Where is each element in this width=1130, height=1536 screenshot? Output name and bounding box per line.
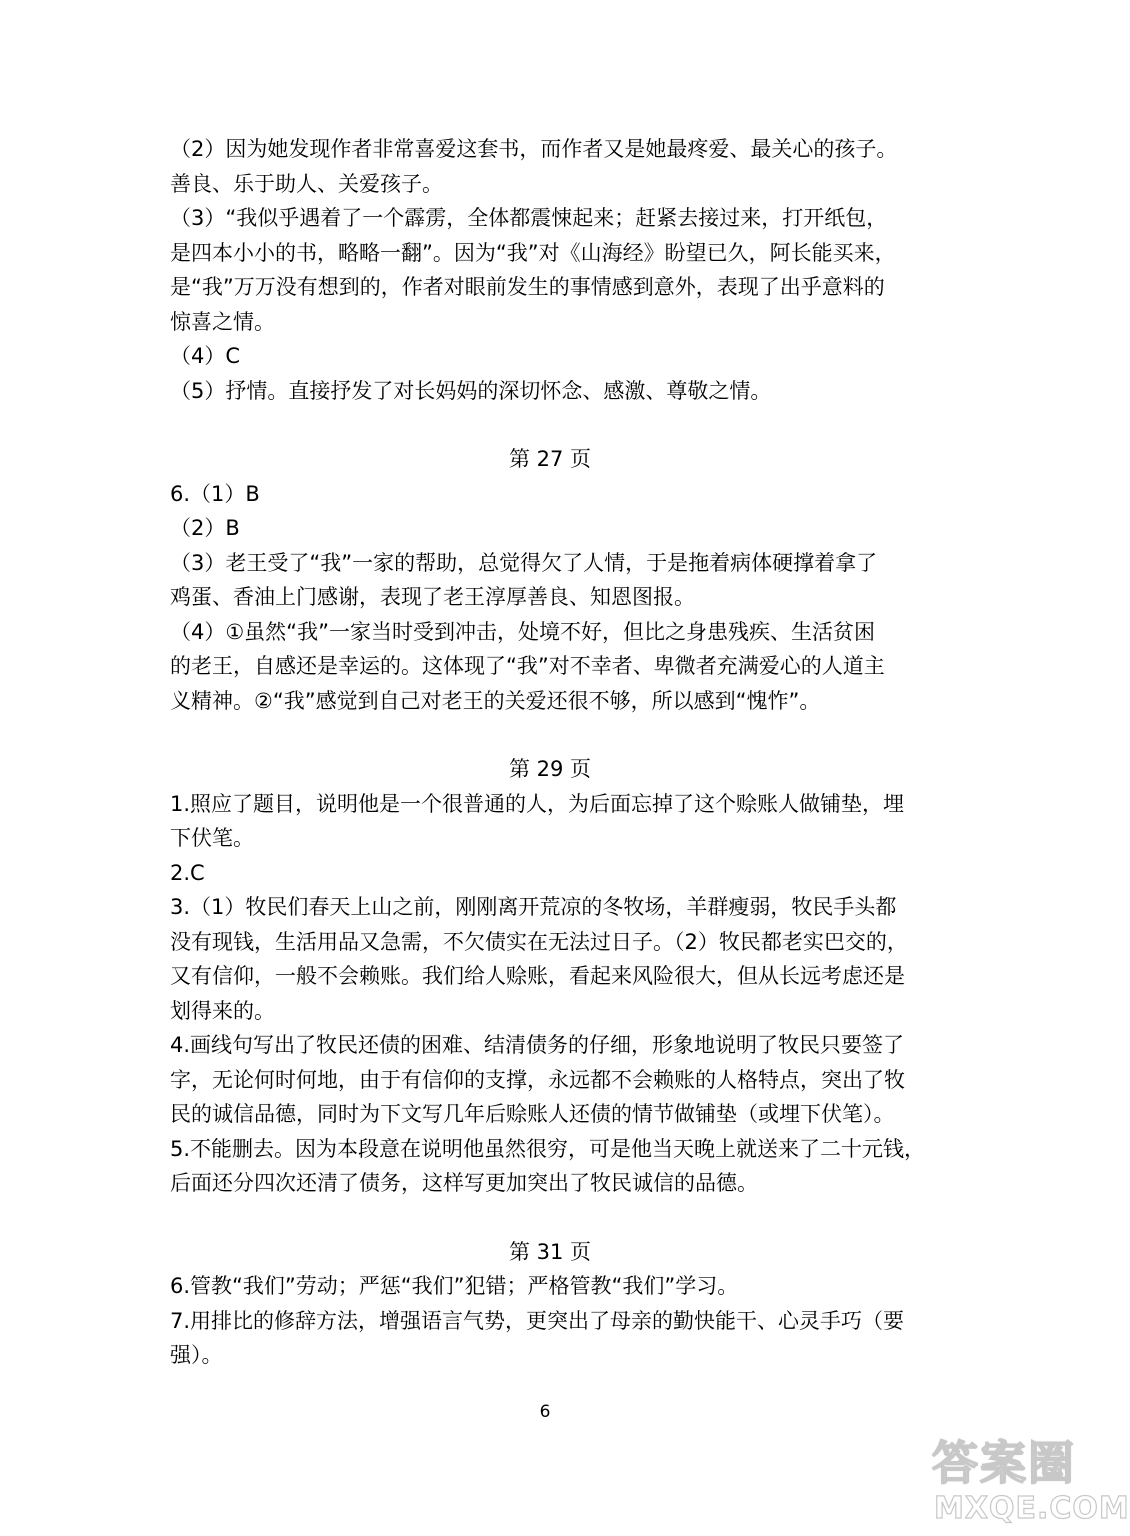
answer-content bbox=[170, 132, 930, 1373]
answer-line: 鸡蛋、香油上门感谢，表现了老王淳厚善良、知恩图报。 bbox=[170, 585, 695, 609]
answer-line: 善良、乐于助人、关爱孩子。 bbox=[170, 171, 443, 196]
answer-section bbox=[170, 1235, 930, 1373]
answer-line: 下伏笔。 bbox=[170, 826, 254, 850]
answer-line: 强）。 bbox=[170, 1343, 223, 1367]
answer-section bbox=[170, 442, 930, 718]
answer-line: 没有现钱，生活用品又急需，不欠债实在无法过日子。（2）牧民都老实巴交的， bbox=[170, 929, 908, 954]
page-heading: 第 29 页 bbox=[508, 757, 592, 781]
answer-line: （3）“我似乎遇着了一个霹雳，全体都震悚起来；赶紧去接过来，打开纸包， bbox=[170, 206, 888, 230]
watermark-logo-text: 答案圈 bbox=[932, 1436, 1076, 1490]
answer-line: 7.用排比的修辞方法，增强语言气势，更突出了母亲的勤快能干、心灵手巧（要 bbox=[170, 1308, 905, 1333]
answer-section bbox=[170, 132, 930, 408]
answer-line: 6.管教“我们”劳动；严惩“我们”犯错；严格管教“我们”学习。 bbox=[170, 1274, 739, 1298]
answer-line: 4.画线句写出了牧民还债的困难、结清债务的仔细，形象地说明了牧民只要签了 bbox=[170, 1033, 905, 1057]
answer-line: 又有信仰，一般不会赖账。我们给人赊账，看起来风险很大，但从长远考虑还是 bbox=[170, 964, 905, 988]
answer-line: （2）因为她发现作者非常喜爱这套书，而作者又是她最疼爱、最关心的孩子。 bbox=[170, 137, 898, 161]
page-number: 6 bbox=[539, 1402, 551, 1422]
watermark-logo bbox=[926, 1436, 1130, 1532]
answer-line: 划得来的。 bbox=[170, 998, 275, 1023]
page-heading: 第 27 页 bbox=[508, 447, 592, 471]
page-heading: 第 31 页 bbox=[508, 1239, 592, 1264]
answer-line: 义精神。②“我”感觉到自己对老王的关爱还很不够，所以感到“愧怍”。 bbox=[170, 688, 821, 713]
answer-line: 是“我”万万没有想到的，作者对眼前发生的事情感到意外，表现了出乎意料的 bbox=[170, 275, 885, 299]
answer-line: （4）C bbox=[170, 344, 241, 368]
answer-line: 6.（1）B bbox=[170, 481, 260, 506]
watermark-domain-text: MXQE.COM bbox=[934, 1491, 1130, 1526]
answer-line: （4）①虽然“我”一家当时受到冲击，处境不好，但比之身患残疾、生活贫困 bbox=[170, 619, 875, 644]
answer-section bbox=[170, 752, 930, 1201]
answer-line: 3.（1）牧民们春天上山之前，刚刚离开荒凉的冬牧场，羊群瘦弱，牧民手头都 bbox=[170, 895, 897, 919]
answer-line: 的老王，自感还是幸运的。这体现了“我”对不幸者、卑微者充满爱心的人道主 bbox=[170, 654, 885, 678]
answer-line: 字，无论何时何地，由于有信仰的支撑，永远都不会赖账的人格特点，突出了牧 bbox=[170, 1067, 905, 1092]
answer-line: 后面还分四次还清了债务，这样写更加突出了牧民诚信的品德。 bbox=[170, 1171, 758, 1195]
answer-line: 2.C bbox=[170, 860, 205, 885]
answer-line: 民的诚信品德，同时为下文写几年后赊账人还债的情节做铺垫（或埋下伏笔）。 bbox=[170, 1102, 895, 1126]
answer-line: 是四本小小的书，略略一翻”。因为“我”对《山海经》盼望已久，阿长能买来， bbox=[170, 240, 896, 265]
answer-line: （3）老王受了“我”一家的帮助，总觉得欠了人情，于是拖着病体硬撑着拿了 bbox=[170, 550, 878, 575]
answer-line: 5.不能删去。因为本段意在说明他虽然很穷，可是他当天晚上就送来了二十元钱， bbox=[170, 1136, 926, 1161]
answer-line: 1.照应了题目，说明他是一个很普通的人，为后面忘掉了这个赊账人做铺垫，埋 bbox=[170, 791, 905, 816]
answer-line: （2）B bbox=[170, 516, 240, 540]
answer-line: （5）抒情。直接抒发了对长妈妈的深切怀念、感激、尊敬之情。 bbox=[170, 378, 772, 403]
answer-line: 惊喜之情。 bbox=[170, 309, 275, 334]
